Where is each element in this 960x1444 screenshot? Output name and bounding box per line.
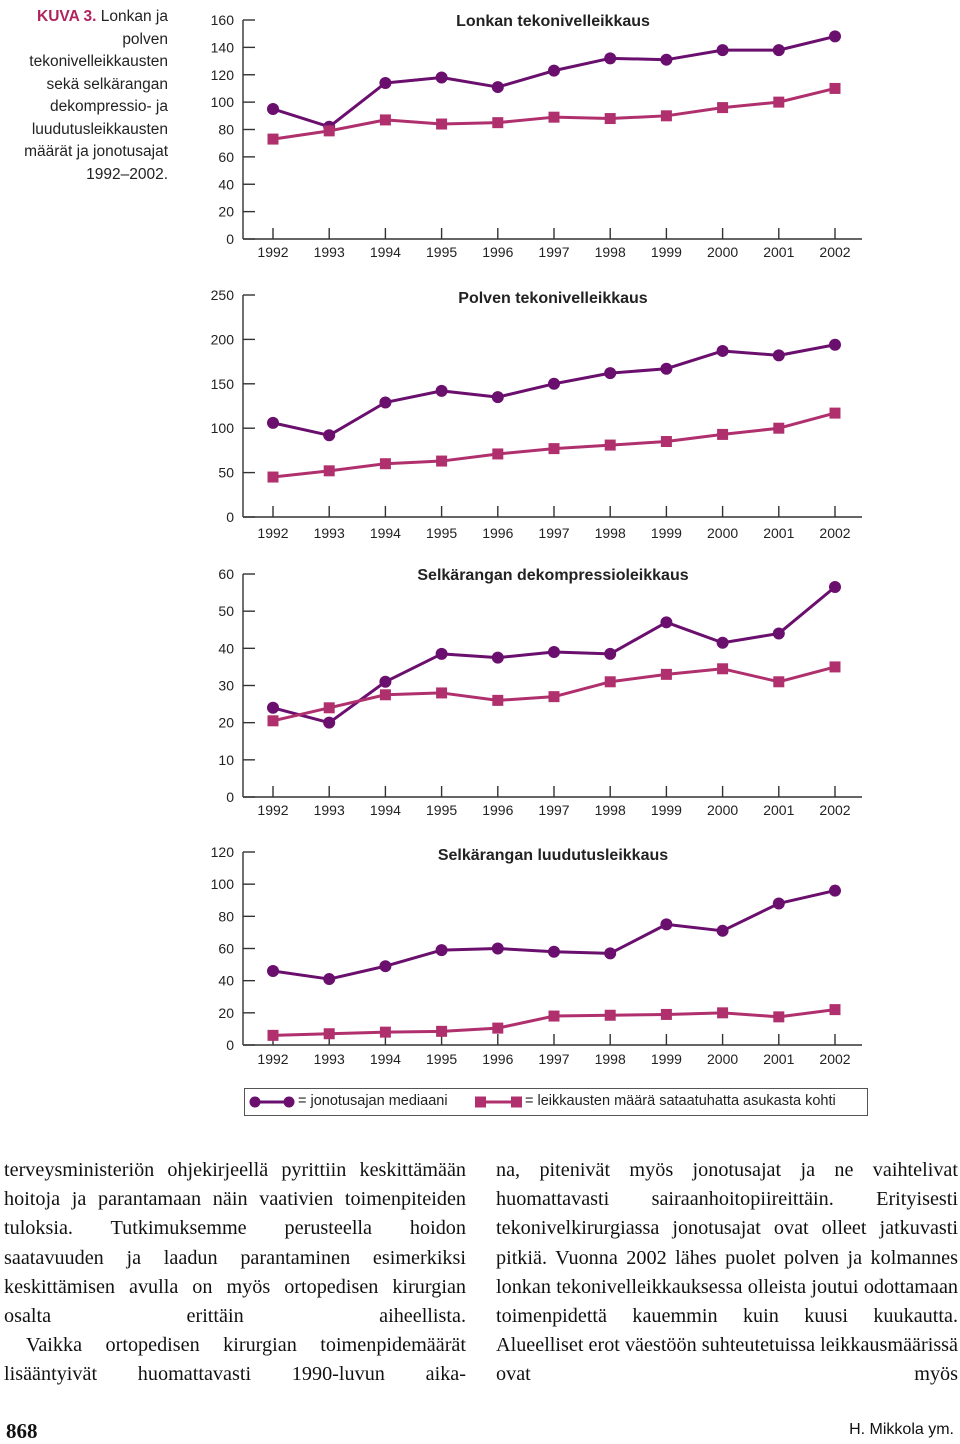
count-point — [380, 114, 391, 125]
median-point — [604, 947, 616, 959]
x-tick-label: 1999 — [650, 525, 682, 541]
x-tick-label: 1996 — [482, 525, 514, 541]
median-point — [379, 676, 391, 688]
y-tick-label: 200 — [210, 331, 234, 348]
x-tick-label: 1993 — [313, 802, 345, 818]
x-tick-label: 2001 — [763, 244, 795, 260]
y-tick-label: 140 — [210, 39, 234, 56]
x-tick-label: 1998 — [594, 802, 626, 818]
count-point — [324, 465, 335, 476]
median-point — [379, 396, 391, 408]
y-tick-label: 0 — [226, 789, 234, 805]
count-point — [492, 1023, 503, 1034]
median-point — [829, 30, 841, 42]
body-column-left — [4, 1156, 466, 1390]
y-tick-label: 20 — [218, 714, 234, 731]
count-point — [661, 110, 672, 121]
median-point — [379, 77, 391, 89]
median-point — [267, 103, 279, 115]
median-point — [492, 391, 504, 403]
x-tick-label: 1994 — [369, 1051, 401, 1067]
count-point — [830, 408, 841, 419]
y-tick-label: 0 — [226, 1037, 234, 1053]
chart-title: Polven tekonivelleikkaus — [458, 290, 648, 307]
body-paragraph: Vaikka ortopedisen kirurgian toimenpidemäärät lisääntyivät huomattavasti 1990-luvun aika- — [4, 1334, 466, 1386]
count-point — [773, 97, 784, 108]
count-point — [605, 676, 616, 687]
median-point — [267, 965, 279, 977]
median-point — [773, 349, 785, 361]
x-tick-label: 1996 — [482, 1051, 514, 1067]
count-point — [830, 1004, 841, 1015]
y-tick-label: 20 — [218, 1004, 234, 1021]
y-tick-label: 60 — [218, 566, 234, 582]
count-point — [492, 117, 503, 128]
x-tick-label: 1993 — [313, 1051, 345, 1067]
median-point — [436, 385, 448, 397]
y-tick-label: 80 — [218, 908, 234, 925]
x-tick-label: 1994 — [369, 525, 401, 541]
count-point — [605, 440, 616, 451]
count-point — [436, 1026, 447, 1037]
count-point — [436, 456, 447, 467]
count-point — [830, 661, 841, 672]
median-point — [773, 897, 785, 909]
median-point — [436, 648, 448, 660]
x-tick-label: 2002 — [819, 1051, 851, 1067]
y-tick-label: 120 — [210, 66, 234, 83]
y-tick-label: 150 — [210, 375, 234, 392]
count-point — [773, 1011, 784, 1022]
x-tick-label: 1993 — [313, 525, 345, 541]
y-tick-label: 40 — [218, 972, 234, 989]
count-point — [830, 83, 841, 94]
y-tick-label: 60 — [218, 148, 234, 165]
median-point — [773, 627, 785, 639]
count-point — [605, 113, 616, 124]
y-tick-label: 30 — [218, 677, 234, 694]
x-tick-label: 2001 — [763, 802, 795, 818]
count-point — [324, 1028, 335, 1039]
count-point — [268, 715, 279, 726]
count-point — [717, 1007, 728, 1018]
x-tick-label: 2002 — [819, 525, 851, 541]
median-point — [548, 646, 560, 658]
x-tick-label: 1992 — [257, 525, 289, 541]
x-tick-label: 2000 — [707, 525, 739, 541]
count-point — [549, 112, 560, 123]
count-point — [773, 423, 784, 434]
count-point — [380, 458, 391, 469]
count-point — [380, 1027, 391, 1038]
median-point — [829, 339, 841, 351]
count-point — [717, 663, 728, 674]
count-point — [549, 691, 560, 702]
median-series-line — [273, 891, 835, 979]
y-tick-label: 60 — [218, 940, 234, 957]
y-tick-label: 100 — [210, 876, 234, 893]
median-point — [492, 81, 504, 93]
footer-author: H. Mikkola ym. — [849, 1421, 954, 1438]
y-tick-label: 100 — [210, 420, 234, 437]
count-point — [549, 1011, 560, 1022]
x-tick-label: 2001 — [763, 525, 795, 541]
chart-title: Selkärangan dekompressioleikkaus — [417, 567, 689, 584]
median-point — [604, 648, 616, 660]
y-tick-label: 250 — [210, 287, 234, 303]
figure-caption-text: Lonkan ja polven tekonivelleikkausten sekä selkärangan dekompressio- ja luudutusleikkausten määrät ja jonotusajat 1992–2002. — [24, 8, 168, 183]
median-point — [829, 885, 841, 897]
count-point — [492, 448, 503, 459]
count-point — [492, 695, 503, 706]
x-tick-label: 1995 — [426, 1051, 458, 1067]
median-point — [604, 52, 616, 64]
median-point — [323, 717, 335, 729]
y-tick-label: 0 — [226, 231, 234, 247]
median-series-line — [273, 345, 835, 436]
count-point — [717, 429, 728, 440]
y-tick-label: 50 — [218, 603, 234, 620]
y-tick-label: 40 — [218, 176, 234, 193]
page-number: 868 — [6, 1419, 38, 1443]
count-point — [549, 443, 560, 454]
count-point — [380, 689, 391, 700]
median-point — [548, 378, 560, 390]
x-tick-label: 1996 — [482, 802, 514, 818]
x-tick-label: 2000 — [707, 244, 739, 260]
y-tick-label: 160 — [210, 12, 234, 28]
median-point — [660, 54, 672, 66]
x-tick-label: 2002 — [819, 244, 851, 260]
legend-count-label: = leikkausten määrä sataatuhatta asukasta kohti — [525, 1093, 836, 1109]
median-point — [717, 44, 729, 56]
x-tick-label: 1999 — [650, 244, 682, 260]
count-point — [773, 676, 784, 687]
count-point — [661, 669, 672, 680]
y-tick-label: 40 — [218, 640, 234, 657]
body-column-right — [496, 1156, 958, 1390]
count-point — [268, 1030, 279, 1041]
x-tick-label: 2002 — [819, 802, 851, 818]
count-point — [268, 472, 279, 483]
median-point — [436, 71, 448, 83]
legend-median-label: = jonotusajan mediaani — [298, 1093, 448, 1109]
chart-title: Selkärangan luudutusleikkaus — [437, 847, 669, 864]
x-tick-label: 1997 — [538, 525, 570, 541]
x-tick-label: 1995 — [426, 244, 458, 260]
y-tick-label: 80 — [218, 121, 234, 138]
count-point — [268, 134, 279, 145]
median-point — [323, 429, 335, 441]
x-tick-label: 1999 — [650, 1051, 682, 1067]
x-tick-label: 2000 — [707, 802, 739, 818]
x-tick-label: 1997 — [538, 244, 570, 260]
median-point — [379, 960, 391, 972]
legend-median-marker — [248, 1093, 296, 1111]
x-tick-label: 1998 — [594, 525, 626, 541]
x-tick-label: 1997 — [538, 802, 570, 818]
median-point — [660, 616, 672, 628]
x-tick-label: 1995 — [426, 802, 458, 818]
count-point — [436, 687, 447, 698]
count-point — [324, 125, 335, 136]
x-tick-label: 2001 — [763, 1051, 795, 1067]
median-point — [492, 652, 504, 664]
legend-count-marker — [474, 1093, 524, 1111]
y-tick-label: 50 — [218, 464, 234, 481]
x-tick-label: 1999 — [650, 802, 682, 818]
count-point — [661, 1009, 672, 1020]
x-tick-label: 1995 — [426, 525, 458, 541]
median-point — [604, 367, 616, 379]
median-point — [829, 581, 841, 593]
count-point — [605, 1010, 616, 1021]
x-tick-label: 1992 — [257, 244, 289, 260]
median-point — [773, 44, 785, 56]
chart-title: Lonkan tekonivelleikkaus — [456, 13, 650, 30]
median-point — [267, 417, 279, 429]
median-point — [717, 637, 729, 649]
y-tick-label: 10 — [218, 751, 234, 768]
y-tick-label: 120 — [210, 844, 234, 860]
median-point — [548, 65, 560, 77]
median-point — [717, 925, 729, 937]
x-tick-label: 1997 — [538, 1051, 570, 1067]
x-tick-label: 2000 — [707, 1051, 739, 1067]
median-point — [492, 943, 504, 955]
body-paragraph: na, pitenivät myös jonotusajat ja ne vaihtelivat huomattavasti sairaanhoitopiireittäin. Erityisesti tekonivelkirurgiassa jonotusajat ovat olleet jatkuvasti pitkiä. Vuonna 2002 lähes puolet polven ja kolmannes lonkan tekonivelleikkauksessa olleista joutui odottamaan toimenpidettä kauemmin kuin kuusi kuukautta. Alueelliset erot väestöön suhteutetuissa leikkausmäärissä ovat myös — [496, 1159, 958, 1386]
median-point — [548, 946, 560, 958]
median-point — [436, 944, 448, 956]
y-tick-label: 0 — [226, 509, 234, 525]
x-tick-label: 1992 — [257, 1051, 289, 1067]
x-tick-label: 1993 — [313, 244, 345, 260]
count-point — [717, 102, 728, 113]
median-point — [323, 973, 335, 985]
median-point — [660, 363, 672, 375]
x-tick-label: 1998 — [594, 1051, 626, 1067]
median-point — [717, 345, 729, 357]
median-point — [660, 918, 672, 930]
x-tick-label: 1996 — [482, 244, 514, 260]
x-tick-label: 1994 — [369, 244, 401, 260]
count-point — [324, 702, 335, 713]
count-point — [661, 436, 672, 447]
x-tick-label: 1994 — [369, 802, 401, 818]
figure-label: KUVA 3. — [37, 8, 97, 25]
count-point — [436, 119, 447, 130]
body-paragraph: terveysministeriön ohjekirjeellä pyrittiin keskittämään hoitoja ja parantamaan näin vaativien toimenpiteiden tuloksia. Tutkimuksemme perusteella hoidon saatavuuden ja laadun parantaminen esimerkiksi keskittämisen avulla on myös ortopedisen kirurgian osalta erittäin aiheellista. — [4, 1159, 466, 1328]
x-tick-label: 1992 — [257, 802, 289, 818]
y-tick-label: 100 — [210, 94, 234, 111]
y-tick-label: 20 — [218, 203, 234, 220]
x-tick-label: 1998 — [594, 244, 626, 260]
median-point — [267, 702, 279, 714]
